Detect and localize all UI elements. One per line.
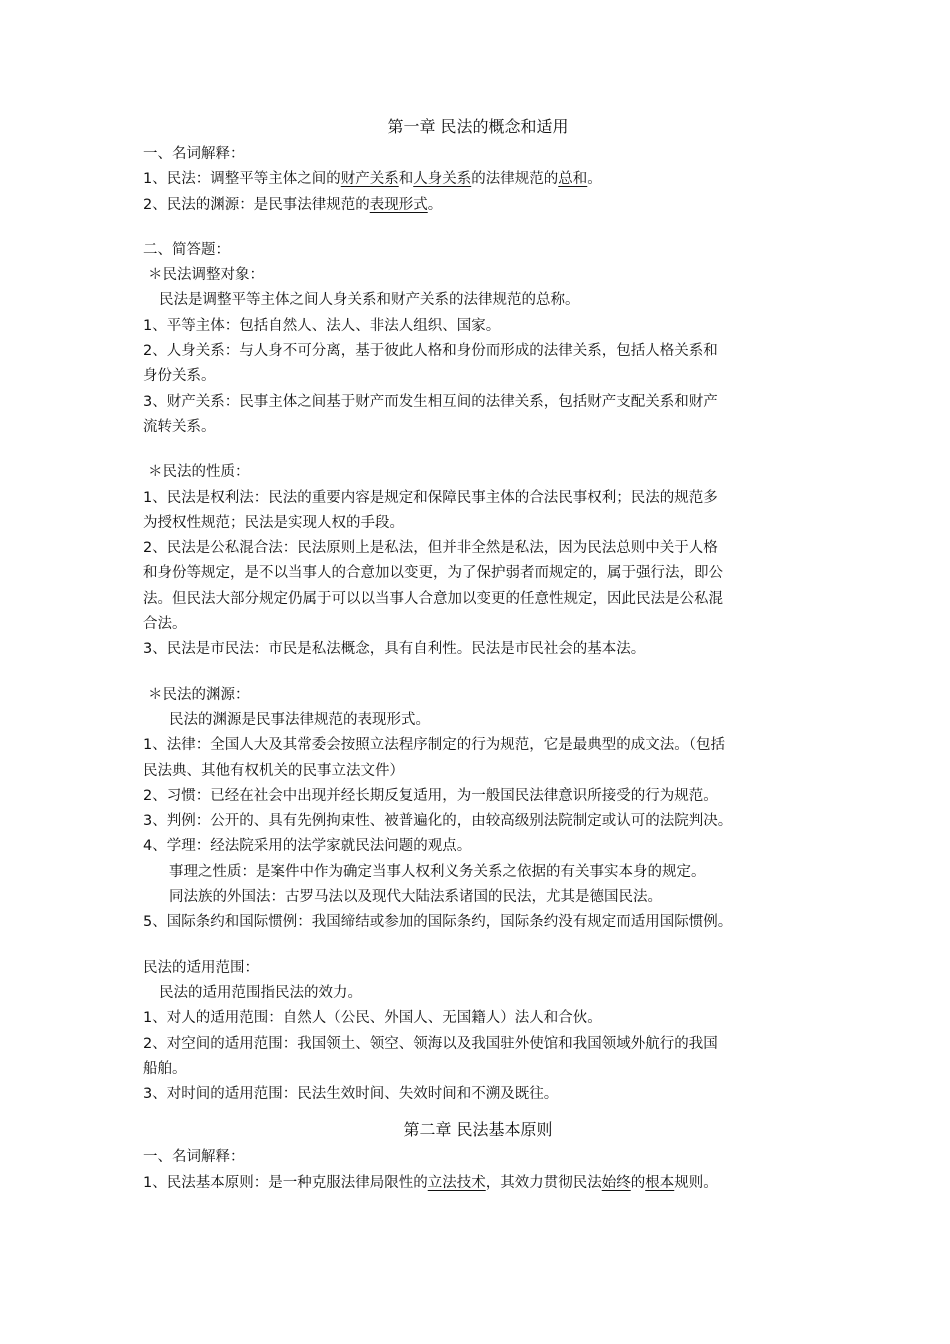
list-item: 法。但民法大部分规定仍属于可以以当事人合意加以变更的任意性规定，因此民法是公私混 <box>143 590 723 607</box>
chapter-2-title: 第二章 民法基本原则 <box>403 1120 553 1140</box>
chapter-1-title: 第一章 民法的概念和适用 <box>387 117 569 136</box>
list-item: 3、判例：公开的、具有先例拘束性、被普遍化的，由较高级别法院制定或认可的法院判决。 <box>143 813 733 830</box>
document-body <box>143 112 813 1196</box>
list-item: 流转关系。 <box>143 418 216 435</box>
list-subitem: 同法族的外国法：古罗马法以及现代大陆法系诸国的民法，尤其是德国民法。 <box>169 889 662 906</box>
list-item: 3、财产关系：民事主体之间基于财产而发生相互间的法律关系，包括财产支配关系和财产 <box>143 393 718 410</box>
adjustment-object-intro: 民法是调整平等主体之间人身关系和财产关系的法律规范的总称。 <box>159 292 580 309</box>
list-item: 2、习惯：已经在社会中出现并经长期反复适用，为一般国民法律意识所接受的行为规范。 <box>143 787 718 804</box>
ch1-term-civil-law: 1、民法：调整平等主体之间的财产关系和人身关系的法律规范的总和。 <box>143 171 602 188</box>
list-item: 2、人身关系：与人身不可分离，基于彼此人格和身份而形成的法律关系，包括人格关系和 <box>143 343 718 360</box>
list-item: 为授权性规范；民法是实现人权的手段。 <box>143 514 404 531</box>
list-item: 民法典、其他有权机关的民事立法文件） <box>143 762 404 779</box>
list-item: 3、民法是市民法：市民是私法概念，具有自利性。民法是市民社会的基本法。 <box>143 641 646 658</box>
ch2-term-basic-principle: 1、民法基本原则：是一种克服法律局限性的立法技术，其效力贯彻民法始终的根本规则。 <box>143 1174 718 1191</box>
ch1-term-civil-law-source: 2、民法的渊源：是民事法律规范的表现形式。 <box>143 196 443 213</box>
list-item: 身份关系。 <box>143 368 216 385</box>
scope-title: 民法的适用范围： <box>143 959 259 976</box>
source-title: ＊民法的渊源： <box>148 686 250 703</box>
list-item: 1、法律：全国人大及其常委会按照立法程序制定的行为规范，它是最典型的成文法。（包括 <box>143 737 725 754</box>
list-item: 1、平等主体：包括自然人、法人、非法人组织、国家。 <box>143 317 501 334</box>
ch1-short-answer-heading: 二、简答题： <box>143 241 230 258</box>
ch1-terms-heading: 一、名词解释： <box>143 146 245 162</box>
list-item: 和身份等规定，是不以当事人的合意加以变更，为了保护弱者而规定的，属于强行法，即公 <box>143 565 723 582</box>
list-item: 4、学理：经法院采用的法学家就民法问题的观点。 <box>143 838 472 855</box>
list-item: 1、对人的适用范围：自然人（公民、外国人、无国籍人）法人和合伙。 <box>143 1010 602 1027</box>
list-item: 2、民法是公私混合法：民法原则上是私法，但并非全然是私法，因为民法总则中关于人格 <box>143 540 718 557</box>
list-item: 3、对时间的适用范围：民法生效时间、失效时间和不溯及既往。 <box>143 1086 559 1103</box>
nature-title: ＊民法的性质： <box>148 464 250 481</box>
list-item: 5、国际条约和国际惯例：我国缔结或参加的国际条约，国际条约没有规定而适用国际惯例。 <box>143 914 733 931</box>
ch2-terms-heading: 一、名词解释： <box>143 1149 245 1166</box>
source-intro: 民法的渊源是民事法律规范的表现形式。 <box>169 711 430 728</box>
scope-intro: 民法的适用范围指民法的效力。 <box>159 984 362 1001</box>
list-subitem: 事理之性质：是案件中作为确定当事人权利义务关系之依据的有关事实本身的规定。 <box>169 863 706 880</box>
list-item: 1、民法是权利法：民法的重要内容是规定和保障民事主体的合法民事权利；民法的规范多 <box>143 489 718 506</box>
adjustment-object-title: ＊民法调整对象： <box>148 267 264 284</box>
list-item: 合法。 <box>143 616 187 633</box>
list-item: 2、对空间的适用范围：我国领土、领空、领海以及我国驻外使馆和我国领域外航行的我国 <box>143 1035 718 1052</box>
list-item: 船舶。 <box>143 1060 187 1077</box>
